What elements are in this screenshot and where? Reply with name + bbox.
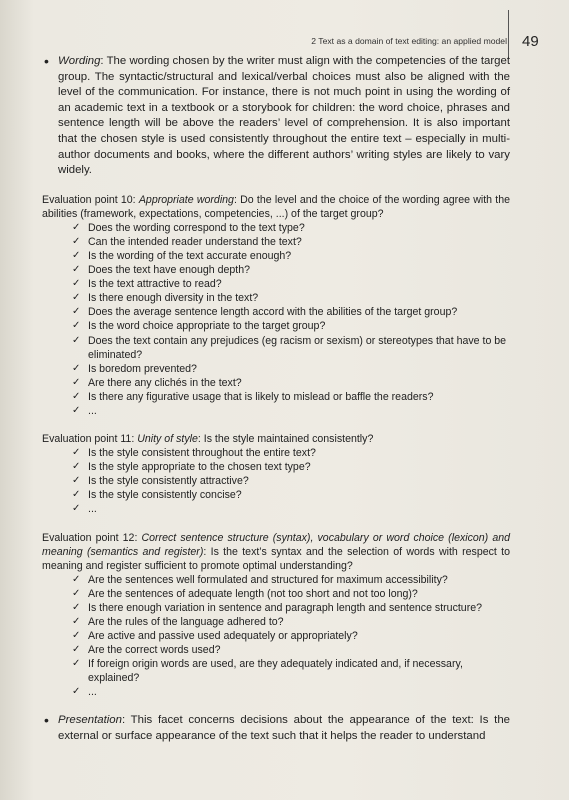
header-rule bbox=[508, 10, 509, 58]
checklist-item: ✓ Is there any figurative usage that is likely to mislead or baffle the readers? bbox=[72, 390, 434, 403]
check-icon: ✓ bbox=[72, 658, 81, 670]
checklist-item: ✓ ... bbox=[72, 686, 97, 699]
checklist-item: ✓ Is there enough variation in sentence and paragraph length and sentence structure? bbox=[72, 601, 483, 614]
check-icon: ✓ bbox=[72, 376, 81, 388]
check-icon: ✓ bbox=[72, 320, 81, 332]
checklist-item: ✓ Is the text attractive to read? bbox=[72, 278, 222, 291]
checklist-item: ✓ Is the style appropriate to the chosen text type? bbox=[72, 461, 311, 474]
presentation-lead: Presentation bbox=[58, 714, 122, 727]
check-icon: ✓ bbox=[72, 587, 81, 599]
check-icon: ✓ bbox=[72, 489, 81, 501]
checklist-item: ✓ Are there any clichés in the text? bbox=[72, 376, 242, 389]
check-icon: ✓ bbox=[72, 362, 81, 374]
check-icon: ✓ bbox=[72, 447, 81, 459]
checklist-item: ✓ Are the rules of the language adhered to? bbox=[72, 615, 284, 628]
wording-lead: Wording bbox=[58, 55, 101, 67]
running-head: 2 Text as a domain of text editing: an applied model bbox=[311, 36, 507, 46]
checklist-item: ✓ Are the correct words used? bbox=[72, 644, 221, 656]
checklist-item: ✓ ... bbox=[72, 503, 97, 516]
evaluation-point-11 bbox=[42, 432, 510, 516]
checklist-item: ✓ If foreign origin words are used, are they adequately indicated and, if necessary, explained? bbox=[72, 658, 463, 685]
evaluation-point-11-text: : Is the style maintained consistently? bbox=[197, 433, 374, 446]
checklist-item: ✓ Is boredom prevented? bbox=[72, 362, 197, 375]
check-icon: ✓ bbox=[72, 221, 81, 233]
page-content bbox=[42, 54, 510, 745]
evaluation-point-10 bbox=[42, 193, 510, 418]
check-icon: ✓ bbox=[72, 278, 81, 290]
check-icon: ✓ bbox=[72, 573, 81, 585]
evaluation-point-12-prefix: Evaluation point 12: bbox=[42, 531, 142, 544]
presentation-text: : This facet concerns decisions about the appearance of the text: Is the external or surface appearance of the text such that it helps the reader to understand bbox=[58, 714, 510, 742]
presentation-paragraph bbox=[42, 713, 510, 744]
checklist-item: ✓ Is the word choice appropriate to the target group? bbox=[72, 320, 326, 333]
checklist-item: ✓ Is the wording of the text accurate enough? bbox=[72, 249, 292, 262]
bullet-icon: • bbox=[44, 712, 49, 729]
check-icon: ✓ bbox=[72, 601, 81, 613]
checklist-item: ✓ Does the text contain any prejudices (eg racism or sexism) or stereotypes that have to be eliminated? bbox=[72, 334, 507, 361]
evaluation-point-10-text: : Do the level and the choice of the wording agree with the abilities (framework, expectations, competencies, ...) of the target group? bbox=[42, 193, 510, 220]
check-icon: ✓ bbox=[72, 503, 81, 515]
evaluation-point-12-title: Correct sentence structure (syntax), vocabulary or word choice (lexicon) and meaning (semantics and register) bbox=[42, 531, 510, 558]
checklist-item: ✓ Can the intended reader understand the text? bbox=[72, 235, 302, 248]
check-icon: ✓ bbox=[72, 686, 81, 698]
check-icon: ✓ bbox=[72, 629, 81, 641]
check-icon: ✓ bbox=[72, 475, 81, 487]
check-icon: ✓ bbox=[72, 390, 81, 402]
checklist-item: ✓ Does the wording correspond to the text type? bbox=[72, 221, 305, 234]
checklist-item: ✓ Does the average sentence length accord with the abilities of the target group? bbox=[72, 306, 458, 319]
evaluation-point-10-heading bbox=[42, 193, 510, 221]
evaluation-point-11-title: Unity of style bbox=[137, 433, 198, 446]
evaluation-point-11-checklist bbox=[42, 446, 510, 516]
checklist-item: ✓ Are the sentences well formulated and structured for maximum accessibility? bbox=[72, 573, 448, 586]
evaluation-point-12-checklist bbox=[42, 573, 510, 700]
check-icon: ✓ bbox=[72, 404, 81, 416]
check-icon: ✓ bbox=[72, 644, 81, 655]
check-icon: ✓ bbox=[72, 249, 81, 261]
evaluation-point-10-checklist bbox=[42, 221, 510, 418]
evaluation-point-12-text: : Is the text’s syntax and the selection of words with respect to meaning and register sufficient to promote optimal understanding? bbox=[42, 545, 510, 572]
checklist-item: ✓ Does the text have enough depth? bbox=[72, 264, 250, 277]
check-icon: ✓ bbox=[72, 615, 81, 627]
checklist-item: ✓ ... bbox=[72, 404, 97, 417]
evaluation-point-12 bbox=[42, 531, 510, 700]
evaluation-point-11-heading bbox=[42, 432, 510, 446]
wording-paragraph bbox=[42, 54, 510, 179]
evaluation-point-10-title: Appropriate wording bbox=[138, 193, 234, 206]
checklist-item: ✓ Is the style consistently attractive? bbox=[72, 475, 249, 488]
page-number: 49 bbox=[522, 33, 539, 50]
checklist-item: ✓ Is there enough diversity in the text? bbox=[72, 292, 259, 305]
checklist-item: ✓ Is the style consistently concise? bbox=[72, 489, 242, 502]
wording-text: : The wording chosen by the writer must align with the competencies of the target group. The syntactic/structural and lexical/verbal choices must also be aligned with the level of the communication. For instance, there is not much point in using the wording of an academic text in a textbook or a storybook for children: the word choice, phrases and sentence length will be above the readers’ level of comprehension. It is also important that the chosen style is used consistently throughout the entire text – especially in multi-author documents and books, where the different authors’ writing styles are likely to vary widely. bbox=[58, 55, 510, 177]
check-icon: ✓ bbox=[72, 292, 81, 304]
check-icon: ✓ bbox=[72, 334, 81, 346]
check-icon: ✓ bbox=[72, 264, 81, 276]
evaluation-point-10-prefix: Evaluation point 10: bbox=[42, 193, 139, 206]
evaluation-point-11-prefix: Evaluation point 11: bbox=[42, 433, 138, 446]
bullet-icon: • bbox=[44, 53, 49, 69]
check-icon: ✓ bbox=[72, 461, 81, 473]
check-icon: ✓ bbox=[72, 306, 81, 318]
checklist-item: ✓ Is the style consistent throughout the entire text? bbox=[72, 447, 316, 460]
evaluation-point-12-heading bbox=[42, 531, 510, 573]
check-icon: ✓ bbox=[72, 235, 81, 247]
checklist-item: ✓ Are the sentences of adequate length (not too short and not too long)? bbox=[72, 587, 418, 600]
checklist-item: ✓ Are active and passive used adequately or appropriately? bbox=[72, 629, 358, 642]
